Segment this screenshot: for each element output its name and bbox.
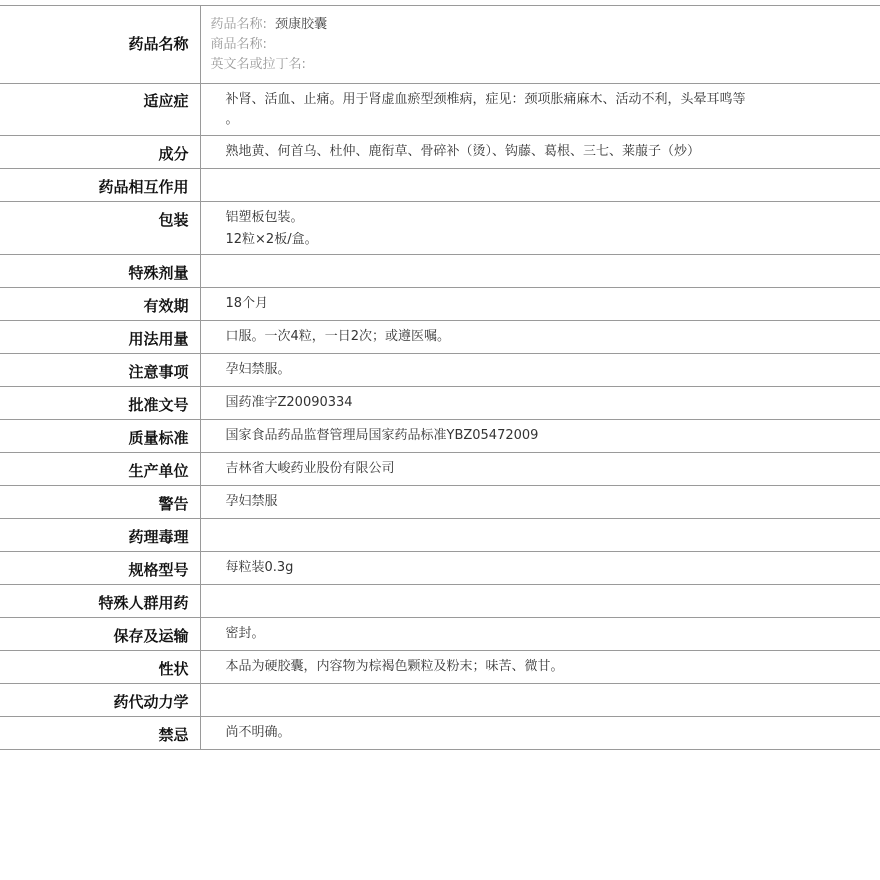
row-manufacturer [0, 453, 880, 486]
generic-name-value: 颈康胶囊 [275, 17, 328, 32]
row-contraindications [0, 717, 880, 750]
row-label: 生产单位 [0, 453, 200, 486]
row-text: 密封。 [225, 626, 265, 641]
row-text: 孕妇禁服。 [225, 362, 291, 377]
row-value [200, 136, 880, 169]
row-label: 适应症 [0, 84, 200, 136]
row-label: 注意事项 [0, 354, 200, 387]
row-value [200, 169, 880, 202]
row-quality-standard [0, 420, 880, 453]
trade-name-key: 商品名称: [210, 37, 267, 52]
row-text: 每粒装0.3g [225, 560, 294, 575]
row-shelf-life [0, 288, 880, 321]
row-value [200, 519, 880, 552]
row-label: 特殊人群用药 [0, 585, 200, 618]
row-label: 警告 [0, 486, 200, 519]
row-indications [0, 84, 880, 136]
row-text: 国家食品药品监督管理局国家药品标准YBZ05472009 [225, 428, 539, 443]
trade-name [211, 35, 880, 55]
generic-name-key: 药品名称: [210, 17, 267, 32]
row-packaging [0, 202, 880, 255]
row-usage [0, 321, 880, 354]
row-value [200, 202, 880, 255]
row-text: 尚不明确。 [225, 725, 291, 740]
row-text: 口服。一次4粒，一日2次；或遵医嘱。 [225, 329, 451, 344]
row-text: 铝塑板包装。 [225, 210, 304, 225]
row-text: 熟地黄、何首乌、杜仲、鹿衔草、骨碎补（烫）、钩藤、葛根、三七、莱菔子（炒） [225, 144, 701, 159]
row-pharmacokinetics [0, 684, 880, 717]
row-value [200, 651, 880, 684]
row-value [200, 684, 880, 717]
row-label: 成分 [0, 136, 200, 169]
row-value [200, 321, 880, 354]
row-value [200, 420, 880, 453]
row-value [200, 84, 880, 136]
generic-name [211, 15, 880, 35]
row-interactions [0, 169, 880, 202]
row-warning [0, 486, 880, 519]
row-label: 有效期 [0, 288, 200, 321]
row-label: 性状 [0, 651, 200, 684]
row-label: 药代动力学 [0, 684, 200, 717]
row-value [200, 585, 880, 618]
row-value [200, 387, 880, 420]
row-storage [0, 618, 880, 651]
row-value [200, 486, 880, 519]
row-text: 12粒×2板/盒。 [225, 232, 318, 247]
row-label: 药理毒理 [0, 519, 200, 552]
row-text: 孕妇禁服 [225, 494, 278, 509]
row-value [200, 618, 880, 651]
row-precautions [0, 354, 880, 387]
row-specification [0, 552, 880, 585]
row-label: 包装 [0, 202, 200, 255]
row-text: 吉林省大峻药业股份有限公司 [225, 461, 395, 476]
row-label: 批准文号 [0, 387, 200, 420]
english-name [211, 55, 880, 75]
row-label: 药品相互作用 [0, 169, 200, 202]
row-ingredients [0, 136, 880, 169]
row-label: 保存及运输 [0, 618, 200, 651]
row-value [200, 717, 880, 750]
row-text: 。 [225, 112, 239, 127]
row-value [200, 255, 880, 288]
row-label: 用法用量 [0, 321, 200, 354]
row-label: 药品名称 [0, 6, 200, 84]
row-approval-number [0, 387, 880, 420]
row-value [200, 6, 880, 84]
row-special-populations [0, 585, 880, 618]
row-value [200, 552, 880, 585]
row-text: 国药准字Z20090334 [225, 395, 353, 410]
row-special-dosage [0, 255, 880, 288]
row-label: 禁忌 [0, 717, 200, 750]
row-text: 18个月 [225, 296, 269, 311]
row-label: 特殊剂量 [0, 255, 200, 288]
row-pharmacology [0, 519, 880, 552]
row-drug-name [0, 6, 880, 84]
row-label: 规格型号 [0, 552, 200, 585]
row-value [200, 288, 880, 321]
row-description [0, 651, 880, 684]
row-label: 质量标准 [0, 420, 200, 453]
drug-info-table [0, 5, 880, 750]
row-text: 本品为硬胶囊，内容物为棕褐色颗粒及粉末；味苦、微甘。 [225, 659, 564, 674]
english-name-key: 英文名或拉丁名: [210, 57, 306, 72]
row-value [200, 354, 880, 387]
row-value [200, 453, 880, 486]
row-text: 补肾、活血、止痛。用于肾虚血瘀型颈椎病，症见：颈项胀痛麻木、活动不利，头晕耳鸣等 [225, 92, 746, 107]
